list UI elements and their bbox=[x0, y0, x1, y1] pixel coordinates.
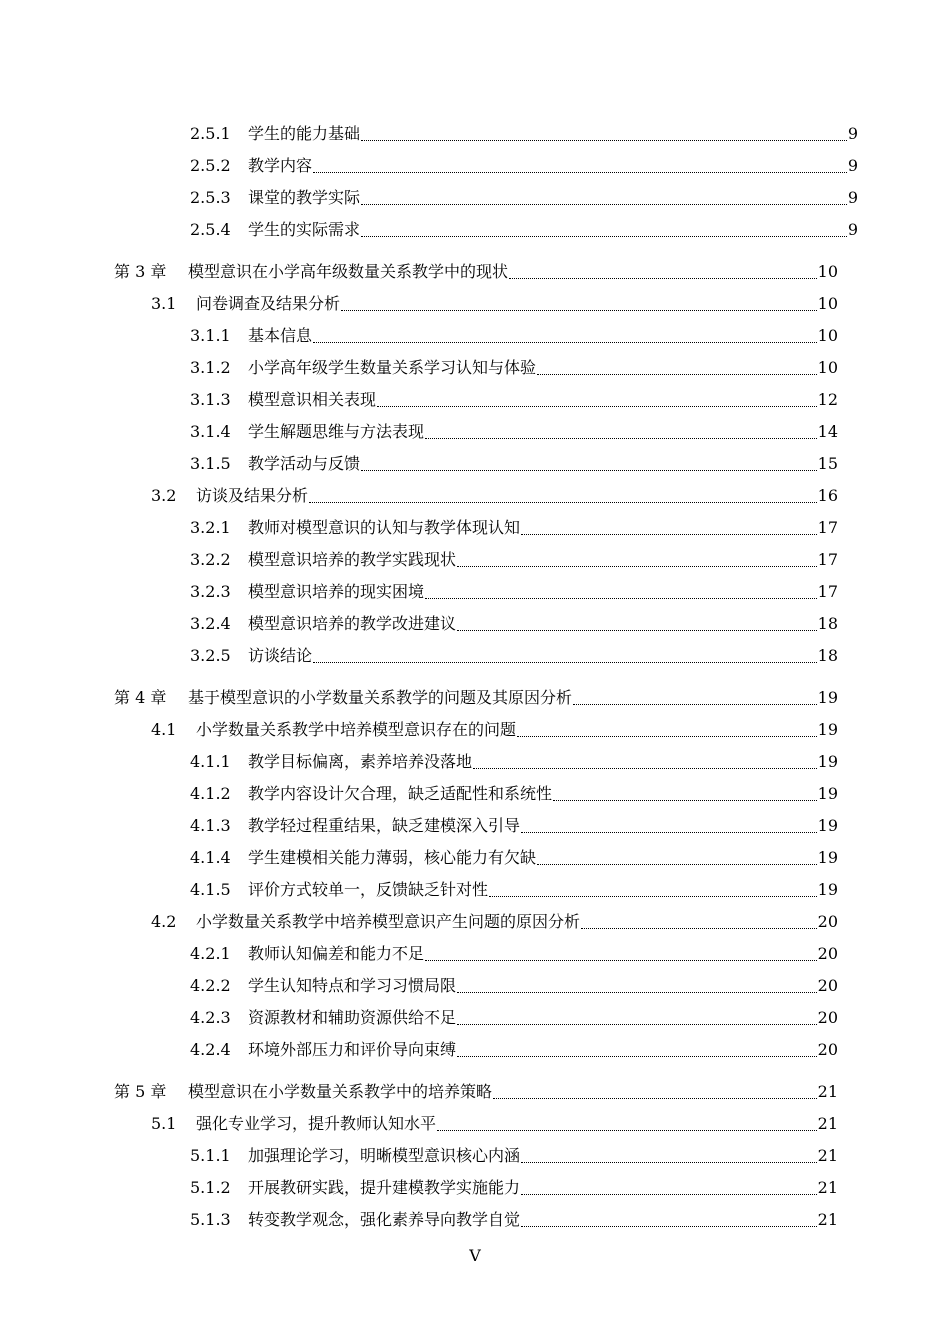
toc-entry-title: 小学数量关系教学中培养模型意识存在的问题 bbox=[196, 720, 517, 739]
toc-entry-number: 5.1 bbox=[151, 1114, 177, 1133]
toc-dot-leader bbox=[425, 959, 817, 961]
toc-entry-number: 2.5.1 bbox=[190, 124, 231, 143]
toc-entry-number: 第 4 章 bbox=[114, 688, 167, 707]
toc-dot-leader bbox=[313, 341, 817, 343]
page-number: V bbox=[469, 1246, 481, 1265]
toc-subsection-entry[interactable] bbox=[190, 778, 838, 810]
toc-entry-number: 3.1.1 bbox=[190, 326, 231, 345]
toc-entry-page: 20 bbox=[817, 944, 838, 963]
toc-dot-leader bbox=[457, 565, 817, 567]
toc-entry-page: 16 bbox=[817, 486, 838, 505]
toc-entry-page: 9 bbox=[847, 220, 858, 239]
toc-entry-number: 3.2.4 bbox=[190, 614, 231, 633]
toc-subsection-entry[interactable] bbox=[190, 544, 838, 576]
toc-dot-leader bbox=[457, 991, 817, 993]
toc-entry-page: 10 bbox=[817, 294, 838, 313]
toc-entry-title: 小学数量关系教学中培养模型意识产生问题的原因分析 bbox=[196, 912, 581, 931]
toc-entry-title: 基于模型意识的小学数量关系教学的问题及其原因分析 bbox=[188, 688, 573, 707]
toc-entry-title: 学生解题思维与方法表现 bbox=[248, 422, 425, 441]
toc-dot-leader bbox=[521, 1225, 817, 1227]
toc-section-entry[interactable] bbox=[151, 288, 838, 320]
toc-chapter-entry[interactable] bbox=[114, 682, 838, 714]
toc-entry-number: 3.2.5 bbox=[190, 646, 231, 665]
toc-dot-leader bbox=[313, 171, 847, 173]
toc-subsection-entry[interactable] bbox=[190, 118, 858, 150]
toc-entry-number: 2.5.2 bbox=[190, 156, 231, 175]
toc-entry-page: 20 bbox=[817, 1008, 838, 1027]
toc-entry-title: 模型意识培养的教学改进建议 bbox=[248, 614, 457, 633]
toc-entry-number: 3.2 bbox=[151, 486, 177, 505]
toc-dot-leader bbox=[509, 277, 817, 279]
toc-entry-page: 9 bbox=[847, 156, 858, 175]
toc-entry-title: 教学内容设计欠合理，缺乏适配性和系统性 bbox=[248, 784, 553, 803]
toc-entry-title: 强化专业学习，提升教师认知水平 bbox=[196, 1114, 437, 1133]
toc-dot-leader bbox=[341, 309, 817, 311]
toc-subsection-entry[interactable] bbox=[190, 182, 858, 214]
toc-entry-number: 5.1.1 bbox=[190, 1146, 231, 1165]
toc-entry-page: 18 bbox=[817, 646, 838, 665]
toc-section-entry[interactable] bbox=[151, 714, 838, 746]
toc-entry-page: 21 bbox=[817, 1210, 838, 1229]
toc-entry-page: 19 bbox=[817, 688, 838, 707]
toc-entry-title: 基本信息 bbox=[248, 326, 313, 345]
toc-entry-title: 学生认知特点和学习习惯局限 bbox=[248, 976, 457, 995]
toc-entry-number: 5.1.3 bbox=[190, 1210, 231, 1229]
toc-entry-number: 4.2 bbox=[151, 912, 177, 931]
toc-entry-number: 5.1.2 bbox=[190, 1178, 231, 1197]
toc-dot-leader bbox=[361, 235, 847, 237]
toc-entry-page: 21 bbox=[817, 1178, 838, 1197]
toc-entry-number: 4.1.1 bbox=[190, 752, 231, 771]
toc-entry-number: 3.1.4 bbox=[190, 422, 231, 441]
toc-entry-number: 4.1.4 bbox=[190, 848, 231, 867]
toc-entry-title: 教学活动与反馈 bbox=[248, 454, 361, 473]
toc-dot-leader bbox=[473, 767, 817, 769]
toc-subsection-entry[interactable] bbox=[190, 416, 838, 448]
table-of-contents bbox=[0, 118, 950, 1236]
toc-subsection-entry[interactable] bbox=[190, 970, 838, 1002]
toc-entry-title: 环境外部压力和评价导向束缚 bbox=[248, 1040, 457, 1059]
toc-entry-page: 19 bbox=[817, 848, 838, 867]
toc-entry-page: 19 bbox=[817, 752, 838, 771]
toc-dot-leader bbox=[521, 831, 817, 833]
toc-chapter-entry[interactable] bbox=[114, 256, 838, 288]
toc-entry-page: 14 bbox=[817, 422, 838, 441]
toc-entry-number: 4.1.5 bbox=[190, 880, 231, 899]
toc-subsection-entry[interactable] bbox=[190, 352, 838, 384]
toc-subsection-entry[interactable] bbox=[190, 874, 838, 906]
toc-subsection-entry[interactable] bbox=[190, 448, 838, 480]
toc-entry-page: 15 bbox=[817, 454, 838, 473]
toc-subsection-entry[interactable] bbox=[190, 320, 838, 352]
toc-subsection-entry[interactable] bbox=[190, 608, 838, 640]
toc-subsection-entry[interactable] bbox=[190, 1204, 838, 1236]
toc-dot-leader bbox=[573, 703, 817, 705]
toc-section-entry[interactable] bbox=[151, 480, 838, 512]
toc-entry-page: 17 bbox=[817, 518, 838, 537]
toc-dot-leader bbox=[457, 1023, 817, 1025]
toc-entry-number: 第 5 章 bbox=[114, 1082, 167, 1101]
toc-dot-leader bbox=[457, 629, 817, 631]
toc-entry-title: 模型意识在小学高年级数量关系教学中的现状 bbox=[188, 262, 509, 281]
toc-entry-number: 4.2.3 bbox=[190, 1008, 231, 1027]
toc-entry-title: 转变教学观念，强化素养导向教学自觉 bbox=[248, 1210, 521, 1229]
toc-subsection-entry[interactable] bbox=[190, 1034, 838, 1066]
toc-entry-number: 4.1.2 bbox=[190, 784, 231, 803]
toc-entry-title: 学生的能力基础 bbox=[248, 124, 361, 143]
toc-dot-leader bbox=[553, 799, 817, 801]
toc-entry-title: 学生建模相关能力薄弱，核心能力有欠缺 bbox=[248, 848, 537, 867]
toc-dot-leader bbox=[521, 1161, 817, 1163]
toc-dot-leader bbox=[517, 735, 817, 737]
toc-entry-page: 20 bbox=[817, 976, 838, 995]
toc-entry-number: 3.1 bbox=[151, 294, 177, 313]
toc-subsection-entry[interactable] bbox=[190, 150, 858, 182]
toc-entry-title: 教师认知偏差和能力不足 bbox=[248, 944, 425, 963]
toc-entry-page: 19 bbox=[817, 720, 838, 739]
toc-entry-number: 第 3 章 bbox=[114, 262, 167, 281]
toc-entry-title: 小学高年级学生数量关系学习认知与体验 bbox=[248, 358, 537, 377]
toc-entry-page: 21 bbox=[817, 1114, 838, 1133]
toc-entry-title: 模型意识相关表现 bbox=[248, 390, 377, 409]
toc-dot-leader bbox=[309, 501, 817, 503]
toc-subsection-entry[interactable] bbox=[190, 640, 838, 672]
toc-subsection-entry[interactable] bbox=[190, 842, 838, 874]
toc-entry-title: 课堂的教学实际 bbox=[248, 188, 361, 207]
toc-entry-number: 4.2.2 bbox=[190, 976, 231, 995]
toc-dot-leader bbox=[521, 1193, 817, 1195]
toc-subsection-entry[interactable] bbox=[190, 1140, 838, 1172]
toc-entry-title: 教师对模型意识的认知与教学体现认知 bbox=[248, 518, 521, 537]
toc-entry-page: 20 bbox=[817, 912, 838, 931]
toc-dot-leader bbox=[361, 139, 847, 141]
toc-dot-leader bbox=[377, 405, 817, 407]
toc-entry-number: 3.1.2 bbox=[190, 358, 231, 377]
toc-dot-leader bbox=[425, 597, 817, 599]
toc-entry-title: 模型意识培养的现实困境 bbox=[248, 582, 425, 601]
toc-entry-number: 3.2.1 bbox=[190, 518, 231, 537]
toc-entry-page: 18 bbox=[817, 614, 838, 633]
toc-subsection-entry[interactable] bbox=[190, 1002, 838, 1034]
toc-dot-leader bbox=[437, 1129, 817, 1131]
toc-subsection-entry[interactable] bbox=[190, 746, 838, 778]
toc-entry-page: 10 bbox=[817, 358, 838, 377]
toc-subsection-entry[interactable] bbox=[190, 810, 838, 842]
toc-entry-title: 教学目标偏离，素养培养没落地 bbox=[248, 752, 473, 771]
toc-dot-leader bbox=[361, 203, 847, 205]
toc-entry-number: 4.1 bbox=[151, 720, 177, 739]
toc-entry-title: 资源教材和辅助资源供给不足 bbox=[248, 1008, 457, 1027]
toc-subsection-entry[interactable] bbox=[190, 1172, 838, 1204]
toc-chapter-entry[interactable] bbox=[114, 1076, 838, 1108]
toc-entry-title: 教学内容 bbox=[248, 156, 313, 175]
toc-subsection-entry[interactable] bbox=[190, 938, 838, 970]
toc-entry-title: 开展教研实践，提升建模教学实施能力 bbox=[248, 1178, 521, 1197]
toc-entry-title: 模型意识培养的教学实践现状 bbox=[248, 550, 457, 569]
toc-dot-leader bbox=[537, 373, 817, 375]
toc-entry-page: 19 bbox=[817, 880, 838, 899]
toc-entry-number: 3.2.2 bbox=[190, 550, 231, 569]
toc-entry-number: 4.2.4 bbox=[190, 1040, 231, 1059]
toc-entry-page: 21 bbox=[817, 1082, 838, 1101]
toc-section-entry[interactable] bbox=[151, 1108, 838, 1140]
toc-subsection-entry[interactable] bbox=[190, 512, 838, 544]
toc-entry-title: 问卷调查及结果分析 bbox=[196, 294, 341, 313]
toc-entry-number: 2.5.3 bbox=[190, 188, 231, 207]
toc-subsection-entry[interactable] bbox=[190, 576, 838, 608]
toc-entry-title: 评价方式较单一，反馈缺乏针对性 bbox=[248, 880, 489, 899]
toc-entry-page: 21 bbox=[817, 1146, 838, 1165]
toc-dot-leader bbox=[313, 661, 817, 663]
toc-entry-number: 2.5.4 bbox=[190, 220, 231, 239]
toc-dot-leader bbox=[581, 927, 817, 929]
toc-entry-number: 3.1.3 bbox=[190, 390, 231, 409]
toc-entry-page: 10 bbox=[817, 326, 838, 345]
toc-entry-title: 访谈结论 bbox=[248, 646, 313, 665]
toc-dot-leader bbox=[425, 437, 817, 439]
toc-section-entry[interactable] bbox=[151, 906, 838, 938]
toc-entry-number: 4.1.3 bbox=[190, 816, 231, 835]
toc-entry-page: 19 bbox=[817, 816, 838, 835]
toc-entry-number: 3.2.3 bbox=[190, 582, 231, 601]
toc-entry-number: 3.1.5 bbox=[190, 454, 231, 473]
toc-dot-leader bbox=[457, 1055, 817, 1057]
toc-entry-number: 4.2.1 bbox=[190, 944, 231, 963]
toc-entry-title: 学生的实际需求 bbox=[248, 220, 361, 239]
toc-dot-leader bbox=[361, 469, 817, 471]
toc-entry-page: 12 bbox=[817, 390, 838, 409]
toc-entry-page: 19 bbox=[817, 784, 838, 803]
toc-dot-leader bbox=[521, 533, 817, 535]
toc-entry-page: 10 bbox=[817, 262, 838, 281]
toc-entry-title: 加强理论学习，明晰模型意识核心内涵 bbox=[248, 1146, 521, 1165]
toc-entry-page: 17 bbox=[817, 582, 838, 601]
toc-subsection-entry[interactable] bbox=[190, 384, 838, 416]
toc-dot-leader bbox=[537, 863, 817, 865]
toc-entry-page: 20 bbox=[817, 1040, 838, 1059]
toc-entry-title: 模型意识在小学数量关系教学中的培养策略 bbox=[188, 1082, 493, 1101]
toc-entry-page: 17 bbox=[817, 550, 838, 569]
toc-dot-leader bbox=[493, 1097, 817, 1099]
toc-entry-title: 教学轻过程重结果，缺乏建模深入引导 bbox=[248, 816, 521, 835]
toc-entry-page: 9 bbox=[847, 188, 858, 207]
toc-entry-title: 访谈及结果分析 bbox=[196, 486, 309, 505]
toc-dot-leader bbox=[489, 895, 817, 897]
toc-subsection-entry[interactable] bbox=[190, 214, 858, 246]
toc-entry-page: 9 bbox=[847, 124, 858, 143]
